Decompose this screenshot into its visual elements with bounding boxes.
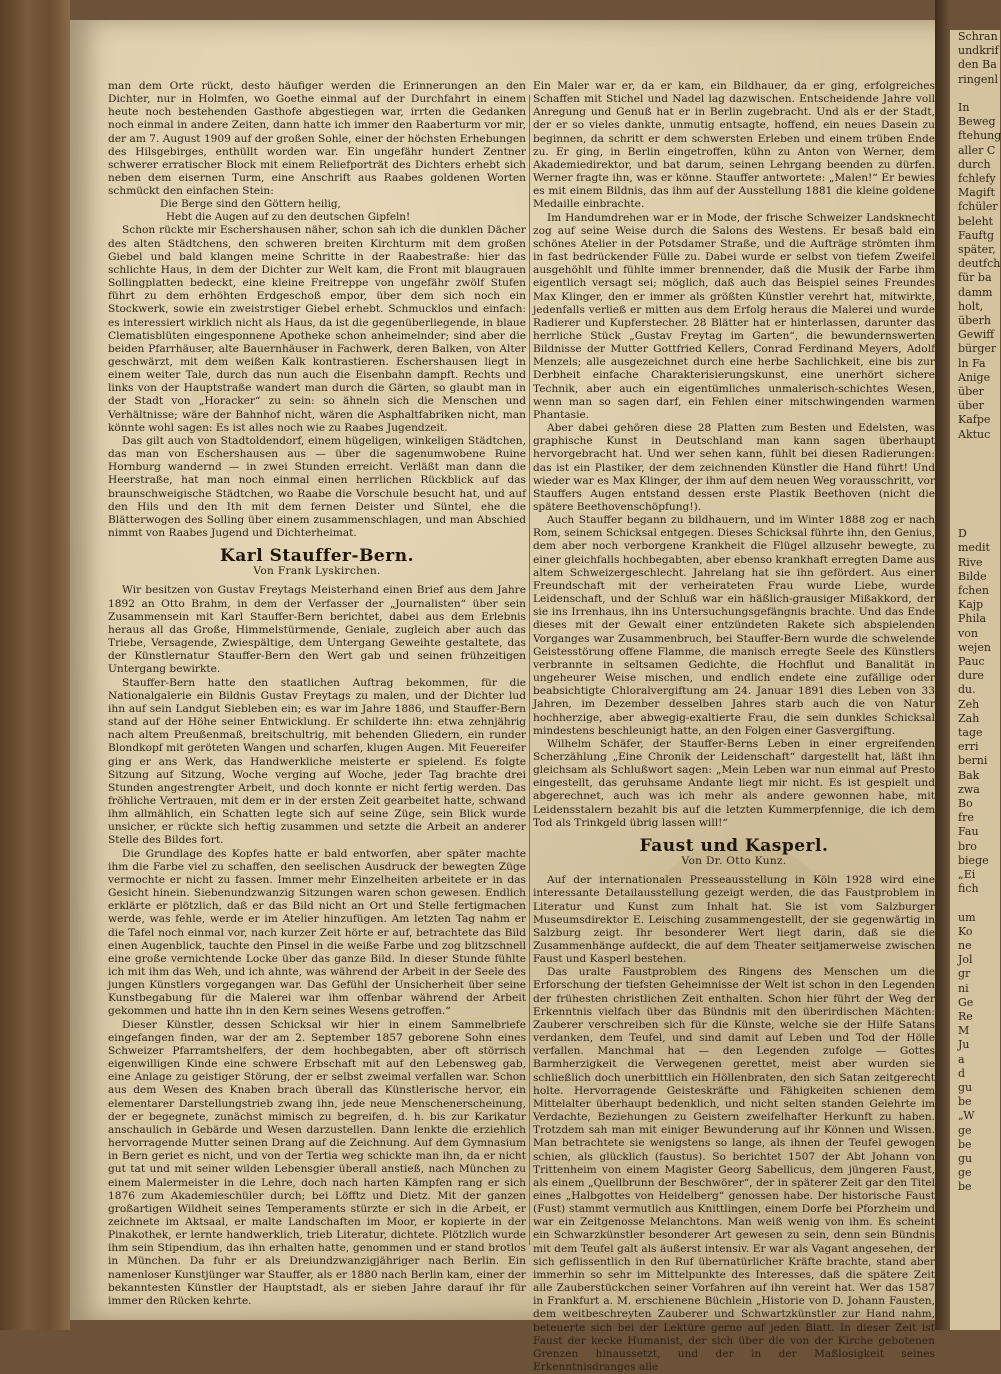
next-page-fragment: über: [958, 385, 984, 399]
next-page-fragment: ge: [958, 1123, 972, 1137]
next-page-fragment: D: [958, 527, 967, 541]
paragraph: Auch Stauffer begann zu bildhauern, und im Winter 1888 zog er nach Rom, seinem Schicksal entgegen. Dieses Schicksal führte ihn, den Genius, dem aber noch verborgene Krankheit die Flügel allzusehr bewegte, zu einer gleichfalls hochbegabten, aber ebenso krankhaft erregten Dame aus altem Schweizergeschlecht. Jahrelang hat sie ihn gefördert. Aus einer Freundschaft mit der verheirateten Frau wurde Liebe, wurde Leidenschaft, und der Schluß war ein häßlich-grausiger Mißakkord, der sie ins Irrenhaus, ihn ins Untersuchungsgefängnis brachte. Und das Ende dieses mit der Gewalt einer entzündeten Rakete sich abspielenden Vorganges war Zusammenbruch, bei Stauffer-Bern wurde die schwelende Geistesstörung offene Flamme, die manisch erregte Seele des Künstlers verbrannte in seltsamen Gedichte, die Hochflut und Banalität in ungeheurer Weise mischen, und endlich endete eine zufällige oder beabsichtigte Chloralvergiftung am 24. Januar 1891 dies Leben von 33 Jahren, im Dezember desselben Jahres starb auch die von Natur hochherzige, aber abwegig-exaltierte Frau, die sein dunkles Schicksal mindestens beschleunigt hatte, an den Folgen einer Gasvergiftung.: [533, 514, 935, 737]
article-stauffer-continuation: [533, 80, 935, 830]
paragraph: Das gilt auch von Stadtoldendorf, einem hügeligen, winkeligen Städtchen, das man von Eschershausen aus — über die sagenumwobene Ruine Hornburg wandernd — in zwei Stunden erreicht. Verläßt man dann die Heerstraße, hat man noch einmal einen herrlichen Rückblick auf das braunschweigische Städtchen, wo Raabe die Vorschule besucht hat, und auf den Hils und den Ith mit dem fernen Deister und Süntel, ehe die Blätterwogen des Solling über einem zusammenschlagen, und man Abschied nimmt von Raabes Jugend und Dichterheimat.: [108, 434, 526, 539]
paragraph: Wir besitzen von Gustav Freytags Meisterhand einen Brief aus dem Jahre 1892 an Otto Brahm, in dem der Verfasser der „Journalisten“ über sein Zusammensein mit Karl Stauffer-Bern berichtet, dabei aus dem Erlebnis heraus all das Große, Himmelstürmende, Geniale, zugleich aber auch das Triebe, Versagende, Zwiespältige, dem Untergang Geweihte gestaltete, das der Künstlernatur Stauffer-Bern den Wert gab und seinen frühzeitigen Untergang bewirkte.: [108, 584, 526, 676]
next-page-fragment: be: [958, 1137, 972, 1151]
byline-stauffer: Von Frank Lyskirchen.: [253, 565, 381, 578]
next-page-fragment: Re: [958, 1010, 973, 1024]
next-page-fragment: ln Fa: [958, 356, 986, 370]
byline-faust: Von Dr. Otto Kunz.: [681, 855, 787, 868]
next-page-fragment: gu: [958, 1152, 973, 1166]
next-page-fragment: Rive: [958, 555, 983, 569]
next-page-fragment: Bilde: [958, 569, 987, 583]
paragraph: Ein Maler war er, da er kam, ein Bildhauer, da er ging, erfolgreiches Schaffen mit Stichel und Nadel lag dazwischen. Entscheidende Jahre voll Anregung und Genuß hat er in Berlin zugebracht. Und als er der Stadt, der er so vieles dankte, unmutig entsagte, hoffend, ein neues Dasein zu beginnen, da schritt er dem schwersten Erleben und einem trüben Ende zu. Er ging, in Berlin eingetroffen, kühn zu Anton von Werner, dem Akademiedirektor, und bat darum, seinen Lehrgang beenden zu dürfen. Werner fragte ihn, was er könne. Stauffer antwortete: „Malen!“ Er bewies es mit einem Bildnis, das ihm auf der Ausstellung 1881 die kleine goldene Medaille einbrachte.: [533, 80, 935, 211]
paragraph: Die Grundlage des Kopfes hatte er bald entworfen, aber später machte ihm die Farbe viel zu schaffen, den seelischen Ausdruck der bewegten Züge vermochte er nicht zu fassen. Immer mehr Einzelheiten arbeitete er in das Gesicht hinein. Siebenundzwanzig Sitzungen waren schon gewesen. Endlich erklärte er plötzlich, daß er das Bild nicht an Ort und Stelle fertigmachen werde, was fehle, werde er im Atelier hinzufügen. Am letzten Tag nahm er die Tafel noch einmal vor, nach kurzer Zeit hörte er auf, betrachtete das Bild einen Augenblick, tauchte den Pinsel in die weiße Farbe und zog blitzschnell eine große vernichtende Locke über das ganze Bild. In dieser Stunde fühlte ich mit ihm das Weh, und ich ahnte, was während der Arbeit in der Seele des jungen Künstlers vorgegangen war. Das Gefühl der Unsicherheit über seine Kunstbegabung für die Malerei war ihm offenbar während der Arbeit gekommen und hatte ihn in den Kern seines Wesens getroffen.“: [108, 847, 526, 1018]
next-page-fragment: Bo: [958, 796, 973, 810]
verse-inscription: [108, 198, 526, 224]
next-page-fragment: überh: [958, 314, 991, 328]
next-page-fragment: tage: [958, 725, 983, 739]
next-page-fragment: Fau: [958, 825, 979, 839]
next-page-fragment: Fauftg: [958, 228, 995, 242]
next-page-fragment: bro: [958, 839, 977, 853]
next-page-fragment: a: [958, 1052, 965, 1066]
next-page-fragment: [950, 485, 1000, 499]
next-page-fragment: Pauc: [958, 654, 985, 668]
next-page-fragment: Zah: [958, 711, 980, 725]
next-page-fragment: holt,: [958, 299, 984, 313]
paragraph: Wilhelm Schäfer, der Stauffer-Berns Leben in einer ergreifenden Scherzählung „Eine Chronik der Leidenschaft“ dargestellt hat, läßt ihn gleichsam als Schlußwort sagen: „Mein Leben war nun einmal auf Presto eingestellt, das geruhsame Andante liegt mir nicht. Es ist gespielt und abgerechnet, auch was ich mehr als andere gewonnen habe, mit Leidensstalern bezahlt bis auf die letzten Kummerpfennige, die ich dem Tod als Trinkgeld übrig lassen will!“: [533, 737, 935, 829]
next-page-fragment: be: [958, 1095, 972, 1109]
paragraph: Das uralte Faustproblem des Ringens des Menschen um die Erforschung der tiefsten Geheimnisse der Welt ist schon in den Legenden der frühesten christlichen Zeit enthalten. Schon hier führt der Weg der Erkenntnis vielfach über das Bündnis mit den überirdischen Mächten: Zauberer verschreiben sich für die Künste, welche sie der Hilfe Satans verdanken, dem Teufel, und sind damit auf Leben und Tod der Hölle verfallen. Manchmal hat — den Legenden zufolge — Gottes Barmherzigkeit die Verwegenen gerettet, meist aber wurden sie schließlich doch unerbittlich ein Höllenbraten, den sich Satan zeitgerecht holte. Hervorragende Geisteskräfte und Fähigkeiten schienen dem Mittelalter überhaupt bedenklich, und nicht selten standen Gelehrte im Verdachte, Beziehungen zu Geistern zweifelhafter Herkunft zu haben. Trotzdem sah man mit einiger Bewunderung auf ihr Können und Wissen. Man betrachtete sie wenigstens so lange, als ihnen der Teufel gewogen schien, als glücklich (faustus). So berichtet 1507 der Abt Johann von Trittenheim von einem Magister Georg Sabellicus, dem jüngeren Faust, als einem „Quellbrunn der Beschwörer“, der in späterer Zeit gar den Titel eines „Halbgottes von Heidelberg“ genossen habe. Der historische Faust (Fust) stammt vermutlich aus Knittlingen, einem Dorfe bei Pforzheim und war ein Zeitgenosse Melanchtons. Man weiß wenig von ihm. Es scheint ein Schwarzkünstler besonderer Art gewesen zu sein, denn sein Bündnis mit dem Teufel galt als äußerst intensiv. Er war als Vagant angesehen, der sich geflissentlich in den Ruf übernatürlicher Kräfte brachte, stand aber immerhin so sehr im Mittelpunkte des Interesses, daß die spätere Zeit alle Zauberstückchen seiner Vorfahren auf ihn vereint hat. Wer das 1587 in Frankfurt a. M. erschienene Büchlein „Historie von D. Johann Fausten, dem weitbeschreyten Zauberer und Schwartzkünstler zur Hand nahm, beteuerte sich bei der Lektüre gerne auf jeden Blatt. In dieser Zeit ist Faust der kecke Humanist, der sich über die von der Kirche gebotenen Grenzen hinaussetzt, und der in der Maßlosigkeit seines Erkenntnisdranges alle: [533, 966, 935, 1373]
next-page-fragment: fchen: [958, 583, 989, 597]
article-faust-body: [533, 874, 935, 1374]
next-page-fragment: du.: [958, 683, 976, 697]
next-page-fragment: ni: [958, 981, 969, 995]
article-stauffer-body: [108, 584, 526, 1308]
next-page-fragment: [950, 470, 1000, 484]
next-page-fragment: um: [958, 910, 976, 924]
next-page-fragment: dure: [958, 669, 984, 683]
book-binding: [0, 0, 70, 1330]
next-page-fragment: gr: [958, 967, 971, 981]
page-gutter: [935, 0, 950, 1330]
next-page-fragment: Kafpe: [958, 413, 991, 427]
paragraph: Schon rückte mir Eschershausen näher, schon sah ich die dunklen Dächer des alten Städtchens, den schweren breiten Kirchturm mit dem großen Giebel und bald klangen meine Schritte in der Raabestraße: hier das schlichte Haus, in dem der Dichter zur Welt kam, die Front mit blaugrauen Sollingplatten bedeckt, eine kleine Freitreppe von ungefähr zwölf Stufen führt zu dem erhöhten Erdgeschoß empor, über dem sich noch ein Stockwerk, sowie ein zweistrstiger Giebel erhebt. Schmucklos und einfach: es interessiert wirklich nicht als Haus, da ist die gegenüberliegende, in blaue Clematisblüten eingesponnene Apotheke schon anheimelnder; sind aber die beiden Pfarrhäuser, alte Bauernhäuser in Fachwerk, deren Balken, von Alter geschwärzt, mit dem weißen Kalk kontrastieren. Eschershausen liegt in einem weiter Tale, durch das nun auch die Eisenbahn dampft. Rechts und links von der Hauptstraße wandert man durch die Gärten, so glaubt man in der Stadt von „Horacker“ zu sein: so ähneln sich die Menschen und Verhältnisse; wäre der Bahnhof nicht, wären die Asphaltfabriken nicht, man könnte wohl sagen: Es ist alles noch wie zu Raabes Jugendzeit.: [108, 224, 526, 434]
verse-line: Hebt die Augen auf zu den deutschen Gipfeln!: [166, 211, 411, 224]
next-page-fragment: Beweg: [958, 115, 996, 129]
next-page-fragment: bürger: [958, 342, 997, 356]
next-page-fragment: zwa: [958, 782, 980, 796]
paragraph: Stauffer-Bern hatte den staatlichen Auftrag bekommen, für die Nationalgalerie ein Bildnis Gustav Freytags zu malen, und der Dichter lud ihn auf sein Landgut Siebleben ein; es war im Jahre 1886, und Stauffer-Bern stand auf der Höhe seiner Entwicklung. Er schilderte ihn: etwa zehnjährig nach altem Preußenmaß, breitschultrig, mit behenden Gliedern, ein runder Blondkopf mit geröteten Wangen und scharfen, klugen Augen. Mit Feuereifer ging er ans Werk, das Handwerkliche meisterte er spielend. Es folgte Sitzung auf Sitzung, Woche verging auf Woche, jeder Tag brachte drei Stunden angestrengter Arbeit, und doch konnte er nicht fertig werden. Das fröhliche Vertrauen, mit dem er in der ersten Zeit gearbeitet hatte, schwand ihm allmählich, ein Schatten legte sich auf seine Züge, sein Blick wurde unsicher, er rückte sich heftig zusammen und setzte die Arbeit an anderer Stelle des Bildes fort.: [108, 676, 526, 847]
next-page-fragment: [950, 456, 1000, 470]
article-raabe-continuation: [108, 80, 526, 198]
next-page-fragment: medit: [958, 541, 990, 555]
left-column: [108, 80, 526, 1308]
next-page-fragment: [950, 499, 1000, 513]
next-page-fragment: wejen: [958, 640, 991, 654]
next-page-fragment: In: [958, 101, 970, 115]
next-page-fragment: Ge: [958, 995, 974, 1009]
article-raabe-conclusion: [108, 224, 526, 540]
next-page-fragment: ge: [958, 1166, 972, 1180]
next-page-fragment: Bak: [958, 768, 980, 782]
next-page-fragment: damm: [958, 285, 993, 299]
next-page-fragment: den Ba: [958, 58, 997, 72]
next-page-fragment: „W: [958, 1109, 975, 1123]
next-page-fragment: [950, 87, 1000, 101]
next-page-fragment: Schran: [958, 30, 998, 43]
next-page-fragment: [950, 896, 1000, 910]
next-page-fragment: durch: [958, 157, 991, 171]
next-page-fragment: Ju: [958, 1038, 970, 1052]
paragraph: Im Handumdrehen war er in Mode, der frische Schweizer Landsknecht zog auf seine Weise durch die Salons des Westens. Er besaß bald ein schönes Atelier in der Potsdamer Straße, und die Aufträge strömten ihm in fast bedrückender Fülle zu. Dabei wurde er selbst von tiefem Zweifel ausgehöhlt und fühlte immer brennender, daß die Musik der Farbe ihm eigentlich versagt sei; möglich, daß auch das Beispiel seines Freundes Max Klinger, den er immer als größten Künstler verehrt hat, mitwirkte, jedenfalls verließ er mitten aus dem Erfolg heraus die Malerei und wurde Radierer und Kupferstecher. 28 Blätter hat er hinterlassen, darunter das herrliche Stück „Gustav Freytag im Garten“, die bewundernswerten Bildnisse der Mutter Gottfried Kellers, Conrad Ferdinand Meyers, Adolf Menzels; alle ausgezeichnet durch eine herbe Sachlichkeit, eine bis zur Derbheit einfache Charakterisierungskunst, eine unerhört sichere Technik, aber auch ein eigentümliches unmalerisch-schichtes Wesen, wenn man so sagen darf, ein Fehlen einer mitschwingenden warmen Phantasie.: [533, 211, 935, 421]
next-page-fragment: fchlefy: [958, 172, 996, 186]
next-page-fragment: undkrif: [958, 44, 999, 58]
next-page-fragment: später,: [958, 243, 996, 257]
paragraph: Aber dabei gehören diese 28 Platten zum Besten und Edelsten, was graphische Kunst in Deutschland man kann sagen überhaupt hervorgebracht hat. Und wer sehen kann, fühlt bei diesen Radierungen: das ist ein Plastiker, der dem zeichnenden Künstler die Hand führt! Und wieder war es Max Klinger, der ihm auf dem neuen Weg vorausschritt, vor Stauffers Augen entstand dessen erste Plastik Beethoven (nicht die spätere Beethovenschöpfung!).: [533, 422, 935, 513]
next-page-fragment: ne: [958, 939, 972, 952]
next-page-fragment: Ko: [958, 924, 973, 938]
next-page-fragment: M: [958, 1024, 970, 1038]
next-page-fragment: fre: [958, 811, 974, 825]
column-divider: [529, 95, 530, 1245]
next-page-fragment: von: [958, 626, 978, 640]
next-page-fragment: biege: [958, 853, 989, 867]
next-page-fragment: Kajp: [958, 598, 984, 612]
paragraph: man dem Orte rückt, desto häufiger werden die Erinnerungen an den Dichter, nur in Holmfen, wo Goethe einmal auf der Durchfahrt in einem heute noch bestehenden Gasthofe abgestiegen war, irrten die Gedanken noch einmal in andere Zeiten, dann hatte ich immer den Raaberturm vor mir, der am 7. August 1909 auf der großen Sohle, einer der höchsten Erhebungen des Hilsgebirges, enthüllt worden war. Ein ungefähr hundert Zentner schwerer erratischer Block mit einem Reliefporträt des Dichters erhebt sich neben dem eisernen Turm, eine Anschrift aus Raabes goldenen Worten schmückt den einfachen Stein:: [108, 80, 526, 198]
right-column: [533, 80, 935, 1374]
next-page-fragment: fchüler: [958, 200, 998, 214]
next-page-fragment: berni: [958, 754, 988, 768]
next-page-fragment: d: [958, 1066, 966, 1080]
next-page-fragment: „Ei: [958, 867, 976, 881]
next-page-fragment: Aktuc: [958, 427, 991, 441]
next-page-fragment: deutfch: [958, 257, 1001, 271]
next-page-fragment: erri: [958, 740, 979, 754]
next-page-fragment: [950, 442, 1000, 456]
next-page-fragment: gu: [958, 1081, 973, 1095]
paragraph: Dieser Künstler, dessen Schicksal wir hier in einem Sammelbriefe eingefangen finden, war der am 2. September 1857 geborene Sohn eines Schweizer Pfarramtshelfers, der dem hochbegabten, aber oft störrisch eigenwilligen Kinde eine schwere Erbschaft mit auf den Lebensweg gab, eine Anlage zu geistiger Störung, der er selbst zweimal verfallen war. Schon aus dem Wesen des Knaben brach überall das Künstlerische hervor, ein elementarer Darstellungstrieb zwang ihn, jede neue Menschenerscheinung, der er begegnete, zunächst mimisch zu begreifen, d. h. bis zur Karikatur anschaulich in Gebärde und Wesen darzustellen. Dann lenkte die erziehlich hervorragende Mutter seinen Drang auf die Zeichnung. Auf dem Gymnasium in Bern geriet es nicht, und von der Tertia weg schickte man ihn, da er nicht gut tat und mit seiner wilden Lebensgier überall anstieß, nach München zu einem Malermeister in die Lehre, doch nach harten Kämpfen rang er sich 1876 zum Akademieschüler durch; bei Löfftz und Dietz. Mit der ganzen großartigen Wildheit seines Temperaments stürzte er sich in die Arbeit, er zeichnete im Aktsaal, er malte Landschaften im Moor, er kopierte in der Pinakothek, er lernte handwerklich, trieb Literatur, dichtete. Plötzlich wurde ihm sein Stipendium, das ihn erhalten hatte, genommen und er stand brotlos in München. Da fuhr er als Dreiundzwanzigjähriger nach Berlin. Ein namenloser Kunstjünger war Stauffer, als er 1880 nach Berlin kam, einer der bekanntesten Künstler der Hauptstadt, als er sieben Jahre darauf ihr für immer den Rücken kehrte.: [108, 1018, 526, 1307]
next-page-fragment: beleht: [958, 214, 994, 228]
next-page-fragment: aller C: [958, 143, 996, 157]
next-page-fragment: über: [958, 399, 984, 413]
article-title-faust: Faust und Kasperl.: [639, 835, 829, 856]
next-page-fragment: Gewiff: [958, 328, 995, 342]
next-page-fragment: Anige: [958, 370, 991, 384]
next-page-fragment: Zeh: [958, 697, 980, 711]
next-page-fragment: für ba: [958, 271, 992, 285]
paragraph: Auf der internationalen Presseausstellung in Köln 1928 wird eine interessante Detailausstellung gezeigt werden, die das Faustproblem in Literatur und Kunst zum Inhalt hat. Sie ist vom Salzburger Museumsdirektor E. Leisching zusammengestellt, der sie gegenwärtig in Salzburg zeigt. Ihr besonderer Wert liegt darin, daß sie die Zusammenhänge aufdeckt, die auf dem Theater seitjamerweise zwischen Faust und Kasperl bestehen.: [533, 874, 935, 966]
article-title-stauffer: Karl Stauffer-Bern.: [219, 546, 414, 567]
next-page-fragment: Jol: [958, 953, 973, 967]
next-page-fragment: Phila: [958, 612, 987, 626]
next-page-fragment: fich: [958, 882, 979, 896]
verse-line: Die Berge sind den Göttern heilig,: [160, 198, 341, 211]
next-page-fragment: ringenl: [958, 72, 999, 86]
next-page-fragment: ftehung: [958, 129, 1001, 143]
next-page-edge: [950, 30, 1000, 1330]
next-page-fragment: be: [958, 1180, 972, 1194]
next-page-fragment: [950, 513, 1000, 527]
next-page-fragment: Magift: [958, 186, 995, 200]
